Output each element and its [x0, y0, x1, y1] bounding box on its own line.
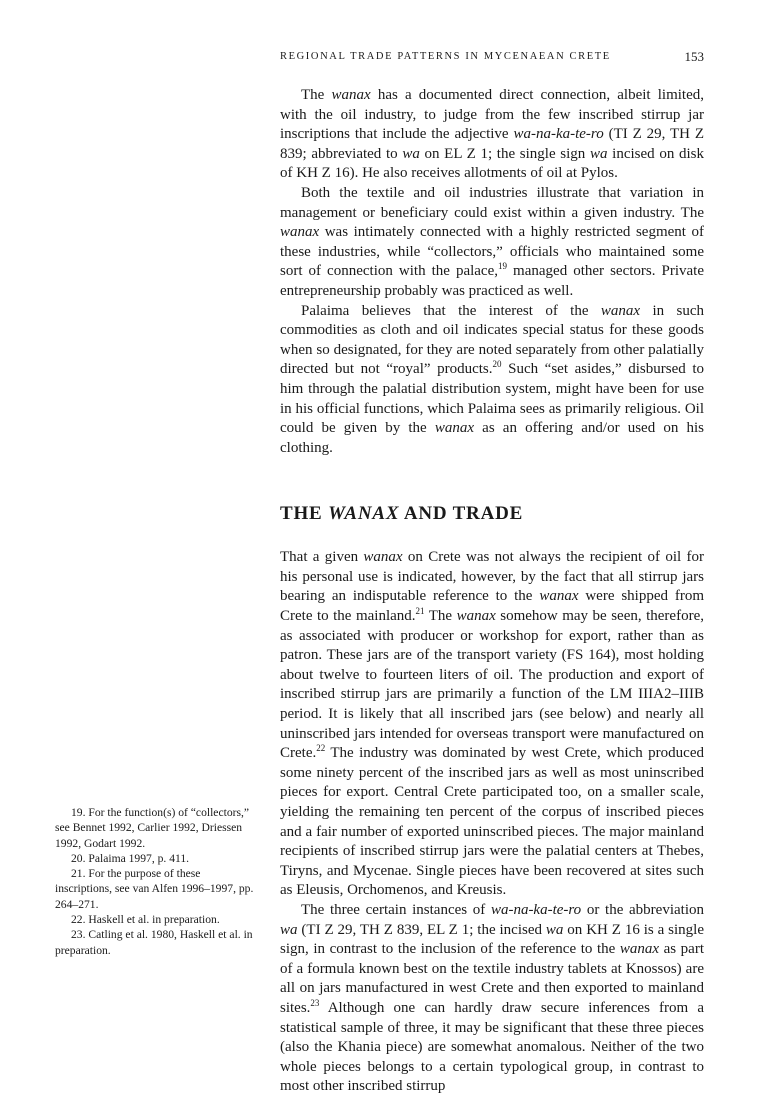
footnote-ref-21: 21 [415, 606, 425, 617]
paragraph-2: Both the textile and oil industries illustrate that variation in management or beneficiary could exist within a given industry. The wanax was intimately connected with a highly restricted segment of these industries, while “collectors,” officials who maintained some sort of connection with the palace,$^{19}$ managed other sectors. Private entrepreneurship probably was practiced as well. [280, 184, 704, 299]
footnote-20: 20. Palaima 1997, p. 411. [71, 851, 190, 865]
paragraph-1: The wanax has a documented direct connection, albeit limited, with the oil industry, to judge from the few inscribed stirrup jar inscriptions that include the adjective wa-na-ka-te-ro (TI Z 29, TH Z 839; abbreviated to wa on EL Z 1; the single sign wa incised on disk of KH Z 16). He also receives allotments of oil at Pylos. [280, 87, 704, 182]
footnote-19: 19. For the function(s) of “collectors,” see Bennet 1992, Carlier 1992, Driessen 1992, Godart 1992. [55, 806, 250, 850]
footnote-ref-23: 23 [310, 997, 320, 1008]
paragraph-3: Palaima believes that the interest of the wanax in such commodities as cloth and oil indicates special status for these goods when so designated, for they are noted separately from other palatially directed but not “royal” products.$^{20}$ Such “set asides,” disbursed to him through the palatial distribution system, might have been for use in his official functions, which Palaima sees as primarily religious. Oil could be given by the wanax as an offering and/or used on his clothing. [280, 302, 705, 456]
paragraph-5: The three certain instances of wa-na-ka-te-ro or the abbreviation wa (TI Z 29, TH Z 839, EL Z 1; the incised wa on KH Z 16 is a single sign, in contrast to the inclusion of the reference to the wanax as part of a formula known best on the textile industry tablets at Knossos) are all on jars manufactured in west Crete and then exported to mainland sites.$^{23}$ Although one can hardly draw secure inferences from a statistical sample of three, it may be significant that these three pieces (also the Khania piece) are somewhat anomalous. Neither of the two whole pieces belongs to a certain typological group, in contrast to most other inscribed stirrup [280, 901, 704, 1095]
running-head-title: REGIONAL TRADE PATTERNS IN MYCENAEAN CRETE [280, 51, 611, 62]
page-number: 153 [684, 49, 704, 64]
footnote-21: 21. For the purpose of these inscriptions, see van Alfen 1996–1997, pp. 264–271. [55, 867, 254, 911]
running-head [280, 51, 704, 62]
paragraph-4: That a given wanax on Crete was not always the recipient of oil for his personal use is indicated, however, by the fact that all stirrup jars bearing an indisputable reference to the wanax were shipped from Crete to the mainland.$^{21}$ The wanax somehow may be seen, therefore, as associated with producer or workshop for export, rather than as patron. These jars are of the transport variety (FS 164), most holding about twelve to fourteen liters of oil. The production and export of inscribed stirrup jars are primarily a function of the LM IIIA2–IIIB period. It is likely that all inscribed jars (see below) and nearly all uninscribed jars intended for overseas transport were manufactured on Crete.$^{22}$ The industry was dominated by west Crete, which produced some ninety percent of the inscribed jars as well as most uninscribed pieces for export. Central Crete participated too, on a smaller scale, yielding the remaining ten percent of the corpus of inscribed pieces and a fair number of exported uninscribed pieces. The major mainland recipients of inscribed stirrup jars were the palatial centers at Thebes, Tiryns, and Mycenae. Single pieces have been recovered at sites such as Eleusis, Orchomenos, and Kreusis. [280, 549, 704, 899]
footnote-23: 23. Catling et al. 1980, Haskell et al. in preparation. [55, 928, 253, 957]
main-text-column [280, 86, 704, 1097]
footnote-22: 22. Haskell et al. in preparation. [71, 913, 220, 927]
footnote-ref-20: 20 [492, 359, 502, 370]
footnote-ref-22: 22 [316, 743, 326, 754]
footnotes [55, 805, 260, 958]
section-heading: THE WANAX AND TRADE [280, 503, 524, 525]
footnote-ref-19: 19 [498, 261, 508, 272]
